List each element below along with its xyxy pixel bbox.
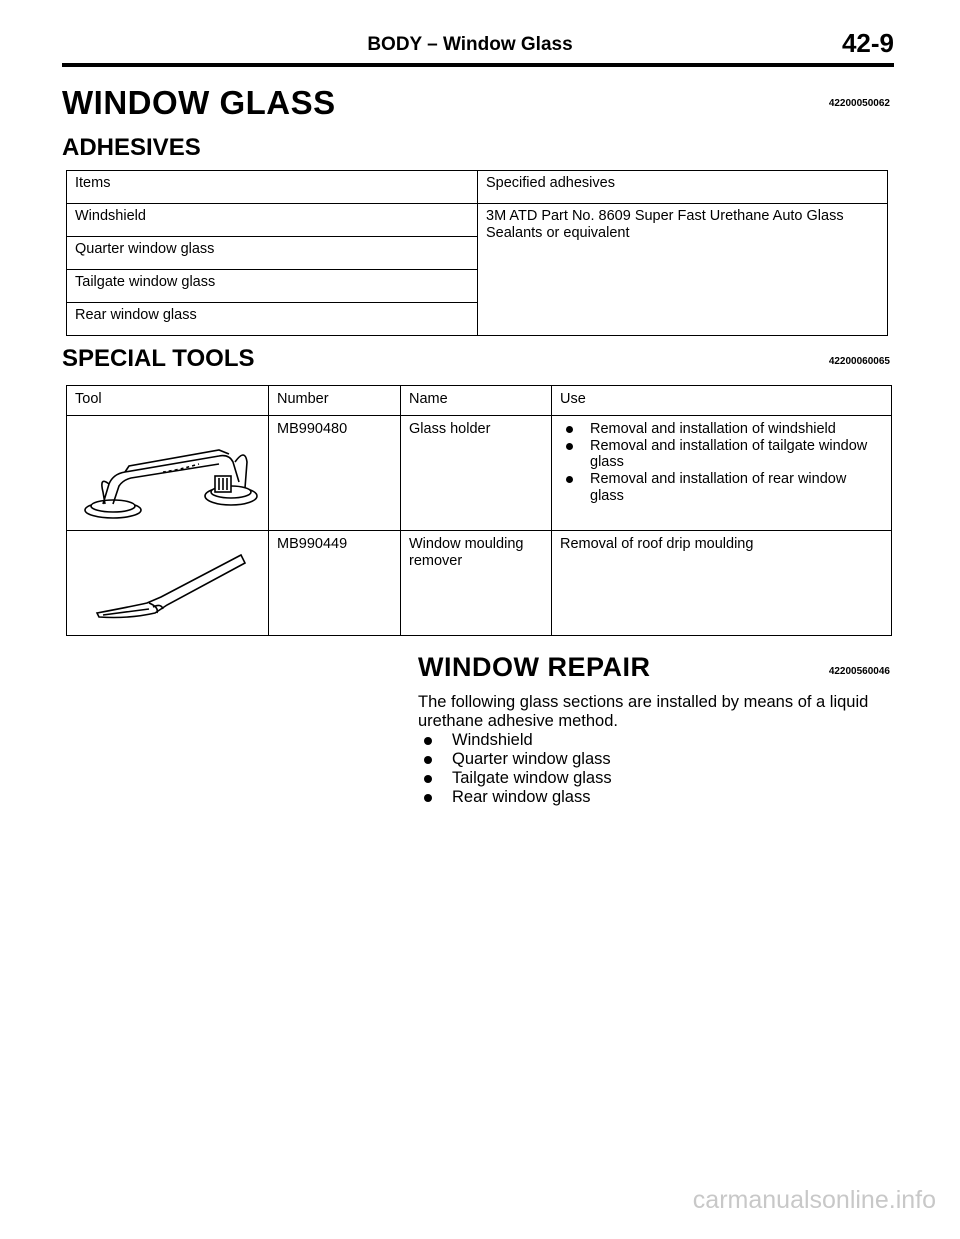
list-item: Removal and installation of windshield [560, 421, 883, 438]
tool-use: Removal of roof drip moulding [552, 531, 892, 636]
special-tools-table [66, 385, 892, 636]
table-row [67, 416, 892, 531]
window-repair-heading: WINDOW REPAIR [418, 652, 651, 682]
col-number: Number [269, 386, 401, 416]
section-title: BODY – Window Glass [367, 34, 573, 55]
glass-holder-icon [69, 418, 259, 528]
window-glass-code: 42200050062 [828, 98, 890, 109]
item-cell: Quarter window glass [67, 237, 478, 270]
window-repair-body [418, 693, 892, 807]
adhesive-spec-cell: 3M ATD Part No. 8609 Super Fast Urethane Auto Glass Sealants or equivalent [478, 204, 888, 336]
tool-use-list [560, 421, 883, 504]
table-row [67, 531, 892, 636]
table-header-row [67, 171, 888, 204]
col-specified-adhesives: Specified adhesives [478, 171, 888, 204]
adhesives-table [66, 170, 888, 336]
tool-name: Glass holder [401, 416, 552, 531]
adhesives-heading: ADHESIVES [62, 134, 201, 161]
window-repair-list [418, 731, 892, 807]
header-divider [62, 63, 894, 67]
list-item: Removal and installation of tailgate window glass [560, 438, 883, 471]
table-header-row [67, 386, 892, 416]
list-item: Removal and installation of rear window glass [560, 471, 883, 504]
tool-number: MB990449 [269, 531, 401, 636]
window-repair-intro: The following glass sections are installed by means of a liquid urethane adhesive method. [418, 693, 869, 730]
col-items: Items [67, 171, 478, 204]
item-cell: Rear window glass [67, 303, 478, 336]
col-use: Use [552, 386, 892, 416]
tool-image-cell [67, 416, 269, 531]
col-tool: Tool [67, 386, 269, 416]
window-glass-heading: WINDOW GLASS [62, 84, 336, 121]
tool-use-cell [552, 416, 892, 531]
special-tools-heading: SPECIAL TOOLS [62, 345, 255, 372]
list-item: Rear window glass [418, 788, 892, 807]
list-item: Windshield [418, 731, 892, 750]
special-tools-code: 42200060065 [828, 356, 890, 367]
watermark: carmanualsonline.info [692, 1186, 936, 1214]
item-cell: Tailgate window glass [67, 270, 478, 303]
list-item: Tailgate window glass [418, 769, 892, 788]
list-item: Quarter window glass [418, 750, 892, 769]
moulding-remover-icon [69, 533, 259, 633]
page-number: 42-9 [841, 28, 894, 58]
tool-number: MB990480 [269, 416, 401, 531]
col-name: Name [401, 386, 552, 416]
tool-name: Window moulding remover [401, 531, 552, 636]
table-row [67, 204, 888, 237]
item-cell: Windshield [67, 204, 478, 237]
tool-image-cell [67, 531, 269, 636]
window-repair-code: 42200560046 [828, 666, 890, 677]
